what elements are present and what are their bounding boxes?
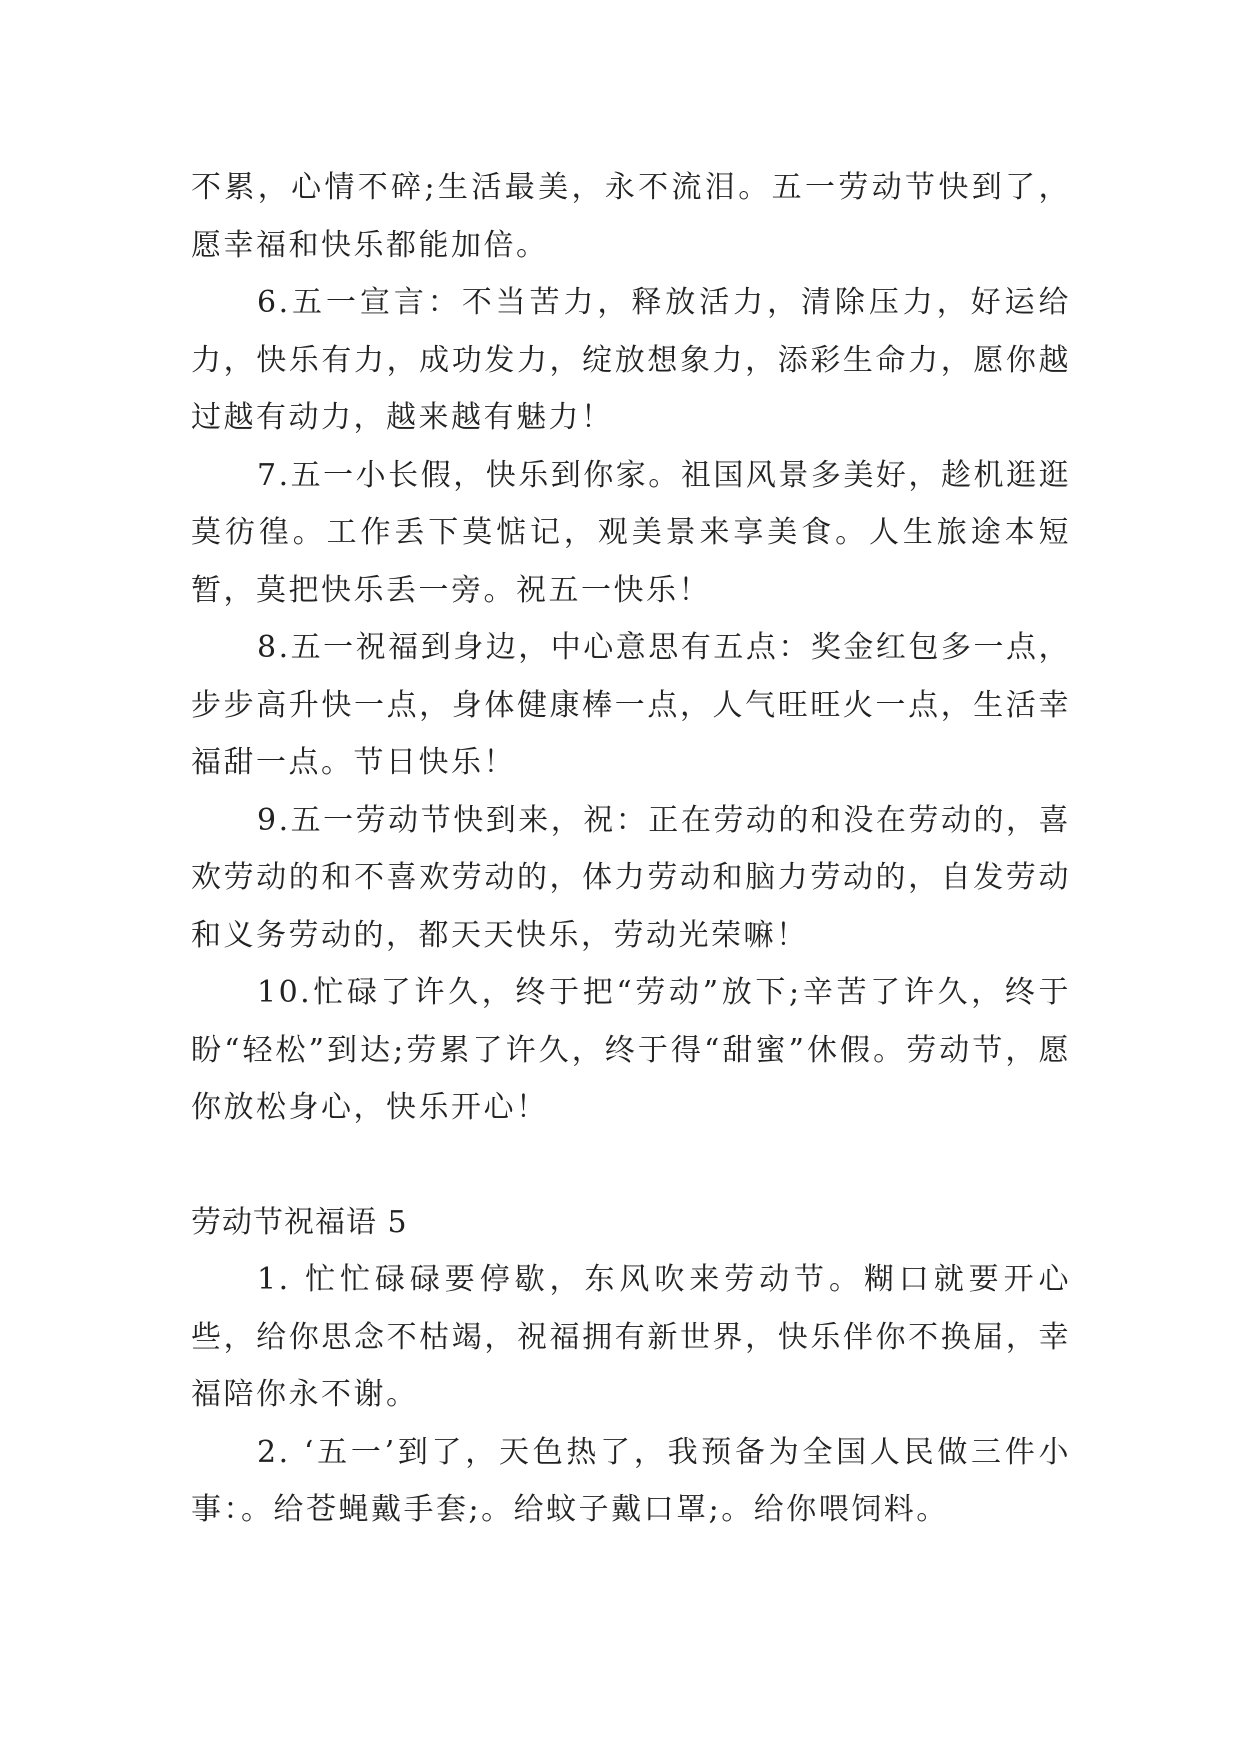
paragraph-continuation: 不累，心情不碎;生活最美，永不流泪。五一劳动节快到了，愿幸福和快乐都能加倍。 — [191, 170, 1071, 263]
paragraph-section5-item-1: 1. 忙忙碌碌要停歇，东风吹来劳动节。糊口就要开心些，给你思念不枯竭，祝福拥有新世界，快乐伴你不换届，幸福陪你永不谢。 — [191, 1262, 1071, 1412]
section-heading: 劳动节祝福语 5 — [191, 1204, 408, 1240]
paragraph-section5-item-2: 2. ‘五一’到了，天色热了，我预备为全国人民做三件小事：。给苍蝇戴手套;。给蚊子戴口罩;。给你喂饲料。 — [191, 1434, 1071, 1527]
paragraph-item-7: 7.五一小长假，快乐到你家。祖国风景多美好，趁机逛逛莫彷徨。工作丢下莫惦记，观美景来享美食。人生旅途本短暂，莫把快乐丢一旁。祝五一快乐！ — [191, 457, 1071, 608]
paragraph-item-6: 6.五一宣言：不当苦力，释放活力，清除压力，好运给力，快乐有力，成功发力，绽放想象力，添彩生命力，愿你越过越有动力，越来越有魅力！ — [191, 285, 1071, 435]
paragraph-item-10: 10.忙碌了许久，终于把“劳动”放下;辛苦了许久，终于盼“轻松”到达;劳累了许久，终于得“甜蜜”休假。劳动节，愿你放松身心，快乐开心！ — [191, 975, 1071, 1125]
paragraph-item-9: 9.五一劳动节快到来，祝：正在劳动的和没在劳动的，喜欢劳动的和不喜欢劳动的，体力劳动和脑力劳动的，自发劳动和义务劳动的，都天天快乐，劳动光荣嘛！ — [191, 802, 1071, 953]
document-body — [191, 159, 1071, 1539]
paragraph-item-8: 8.五一祝福到身边，中心意思有五点：奖金红包多一点，步步高升快一点，身体健康棒一点，人气旺旺火一点，生活幸福甜一点。节日快乐！ — [191, 630, 1071, 780]
